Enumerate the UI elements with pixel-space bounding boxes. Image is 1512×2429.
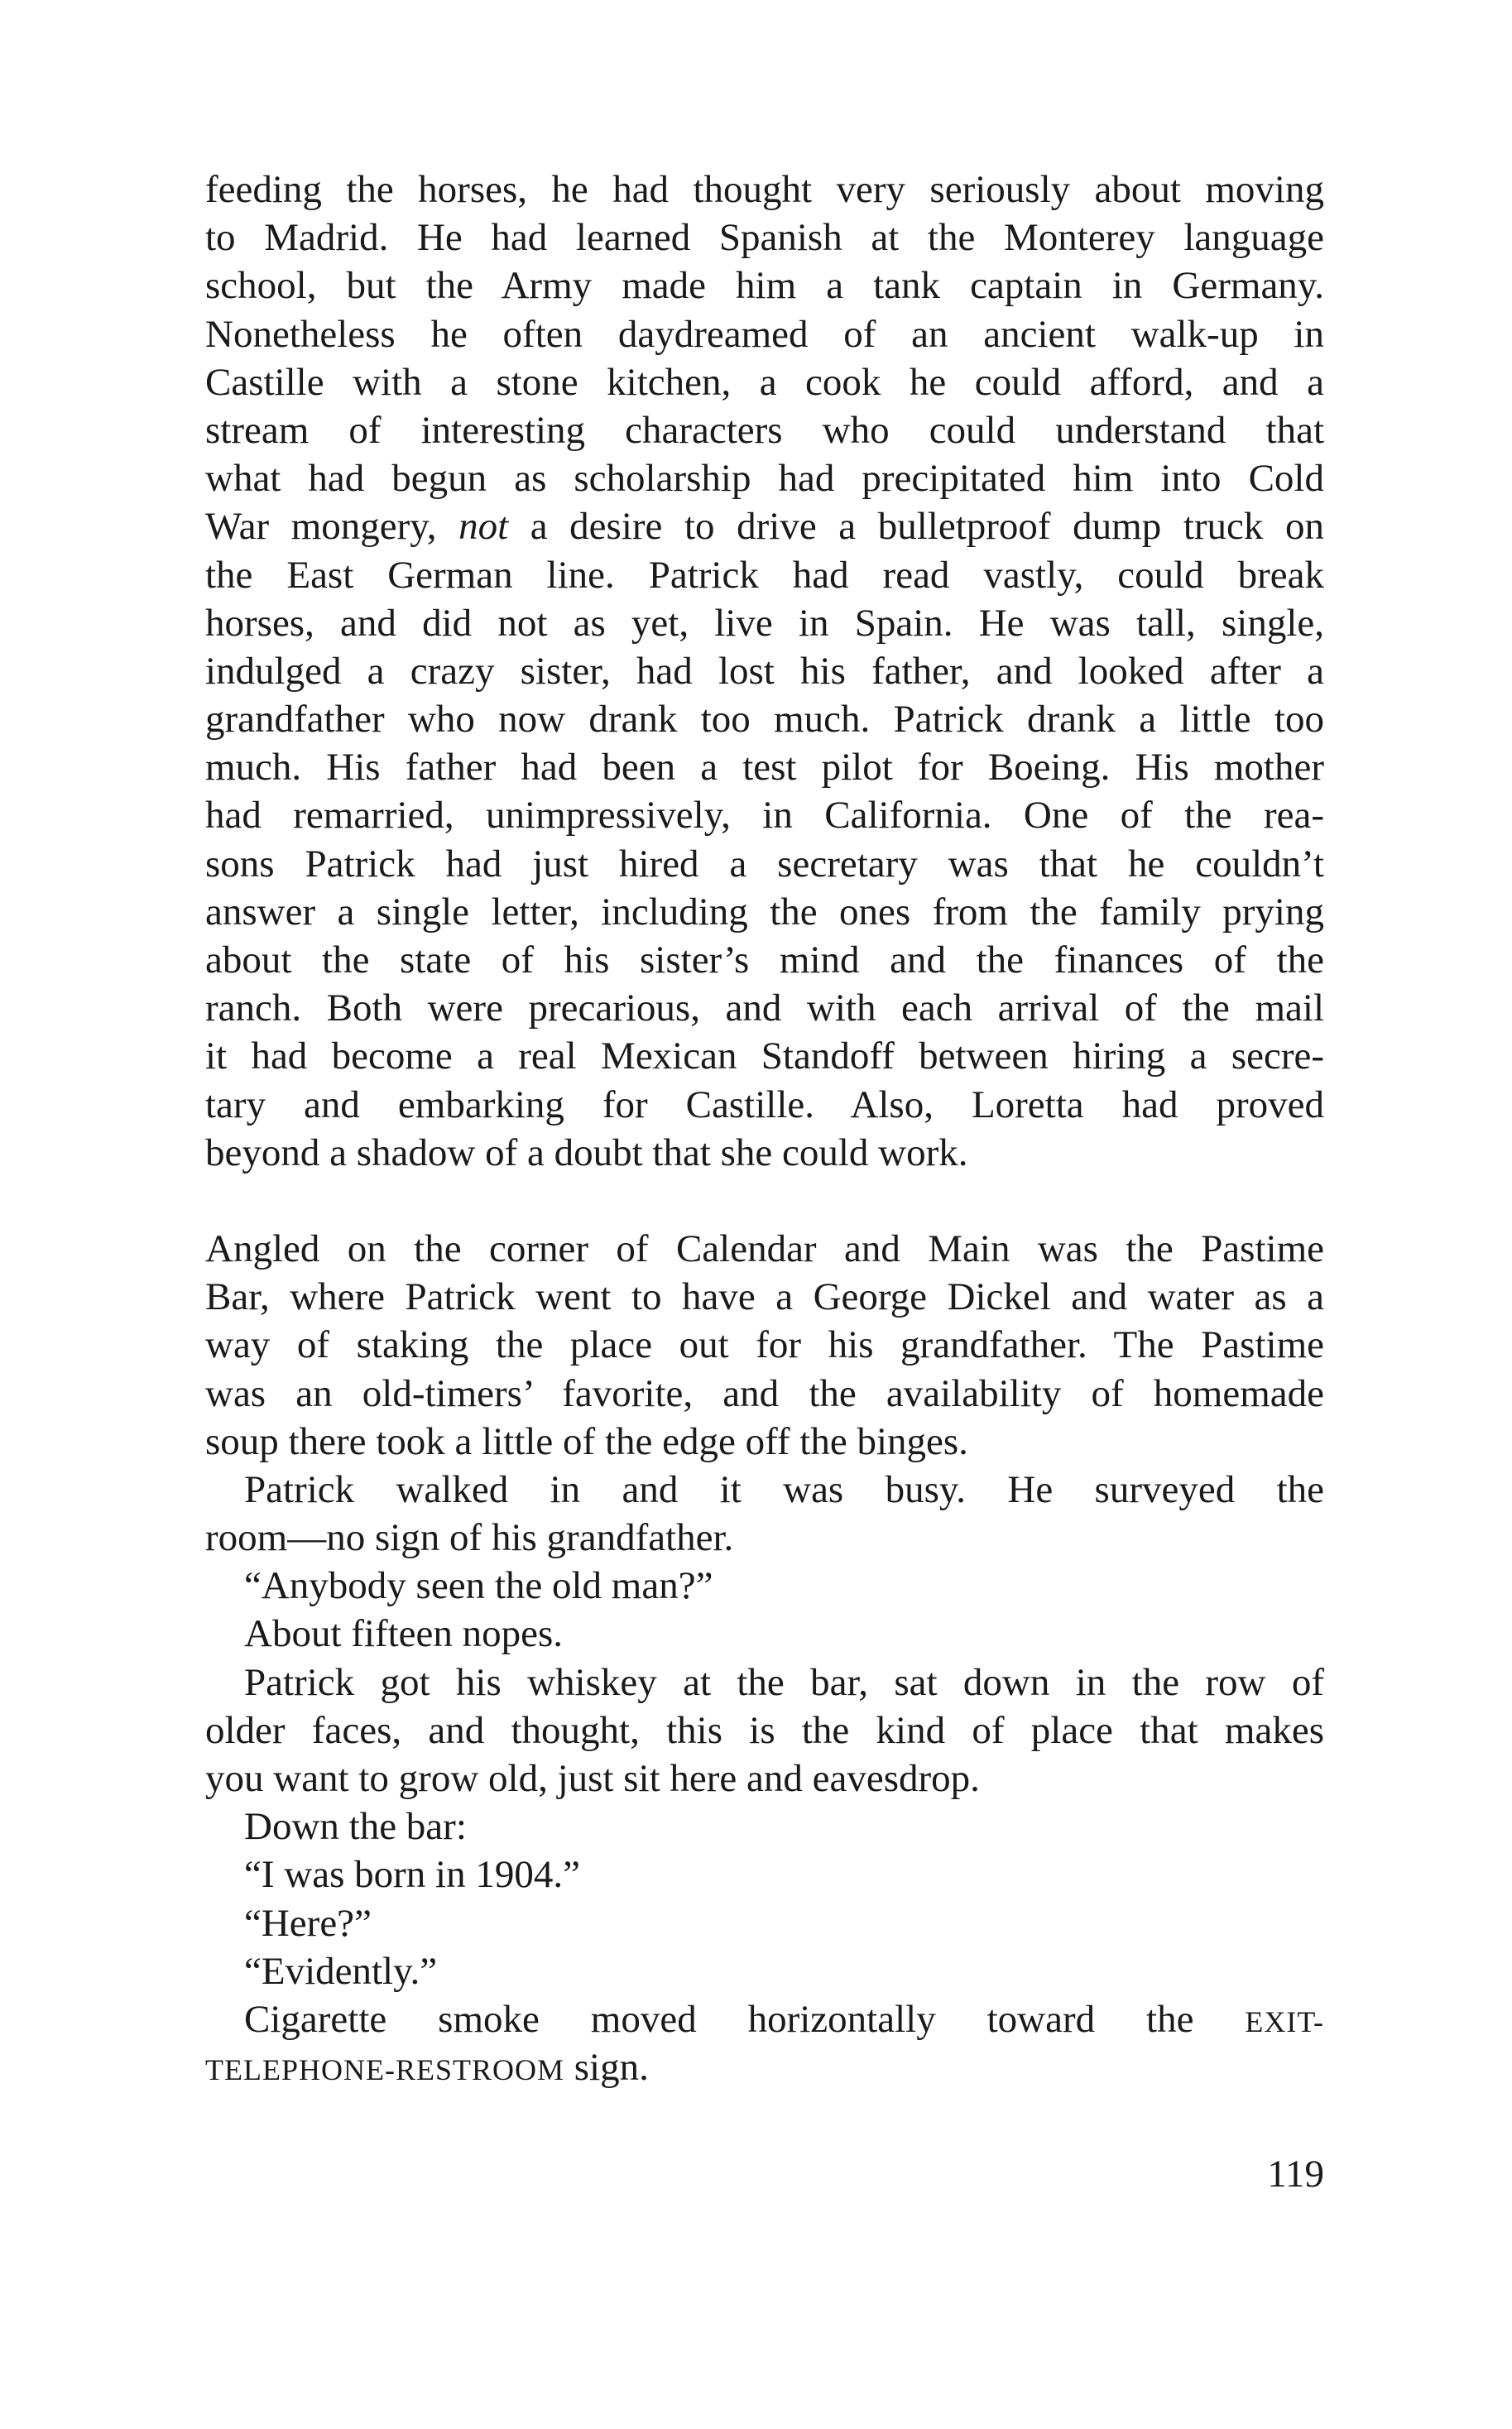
text-line: room—no sign of his grandfather. — [205, 1516, 734, 1560]
text-line: way of staking the place out for his grandfather. The Pastime — [205, 1323, 1324, 1367]
text-line: Down the bar: — [244, 1805, 467, 1849]
dialogue-line: “Anybody seen the old man?” — [244, 1564, 713, 1608]
text-line — [205, 1995, 1324, 2043]
text-line: ranch. Both were precarious, and with each arrival of the mail — [205, 986, 1324, 1030]
text-line: sons Patrick had just hired a secretary was that he couldn’t — [205, 842, 1324, 886]
text-line: was an old-timers’ favorite, and the availability of homemade — [205, 1371, 1324, 1415]
paragraph-1 — [205, 166, 1324, 1177]
text-line: school, but the Army made him a tank captain in Germany. — [205, 264, 1324, 308]
dialogue-line: “Evidently.” — [244, 1949, 438, 1993]
text-run: sign. — [564, 2046, 649, 2090]
text-line — [205, 2043, 1324, 2091]
paragraph-3 — [205, 1466, 1324, 1562]
text-line: older faces, and thought, this is the kind of place that makes — [205, 1708, 1324, 1752]
text-line: Patrick walked in and it was busy. He surveyed the — [244, 1467, 1324, 1511]
text-run: War mongery, — [205, 505, 459, 549]
emphasis-not: not — [458, 505, 509, 549]
small-caps-sign: TELEPHONE-RESTROOM — [205, 2053, 564, 2087]
text-line: to Madrid. He had learned Spanish at the Monterey language — [205, 216, 1324, 260]
text-line: you want to grow old, just sit here and eavesdrop. — [205, 1757, 980, 1800]
text-line: much. His father had been a test pilot for Boeing. His mother — [205, 746, 1324, 790]
text-line: indulged a crazy sister, had lost his father, and looked after a — [205, 649, 1324, 693]
text-line: the East German line. Patrick had read vastly, could break — [205, 553, 1324, 597]
text-line: Castille with a stone kitchen, a cook he could afford, and a — [205, 360, 1324, 404]
text-line: tary and embarking for Castille. Also, Loretta had proved — [205, 1082, 1324, 1126]
text-line: beyond a shadow of a doubt that she could work. — [205, 1130, 968, 1174]
text-line: it had become a real Mexican Standoff between hiring a secre- — [205, 1034, 1324, 1078]
section-break — [205, 1177, 1324, 1225]
text-line: what had begun as scholarship had precipitated him into Cold — [205, 457, 1324, 501]
text-line: stream of interesting characters who could understand that — [205, 408, 1324, 452]
paragraph-2 — [205, 1225, 1324, 1466]
text-line: grandfather who now drank too much. Patrick drank a little too — [205, 698, 1324, 742]
paragraph-4 — [205, 1659, 1324, 1803]
page-number: 119 — [1267, 2153, 1324, 2196]
text-line: Bar, where Patrick went to have a George Dickel and water as a — [205, 1275, 1324, 1319]
dialogue-line: “I was born in 1904.” — [244, 1853, 580, 1897]
text-line: answer a single letter, including the ones from the family prying — [205, 890, 1324, 934]
text-line: About fifteen nopes. — [244, 1612, 564, 1656]
text-line: soup there took a little of the edge off the binges. — [205, 1419, 968, 1463]
text-line: about the state of his sister’s mind and the finances of the — [205, 938, 1324, 982]
paragraph-5 — [205, 1995, 1324, 2091]
text-line: Nonetheless he often daydreamed of an ancient walk-up in — [205, 312, 1324, 356]
text-line: had remarried, unimpressively, in California. One of the rea- — [205, 794, 1324, 838]
small-caps-sign: EXIT- — [1245, 2004, 1324, 2038]
text-line: horses, and did not as yet, live in Spain. He was tall, single, — [205, 601, 1324, 645]
text-line: feeding the horses, he had thought very seriously about moving — [205, 168, 1324, 211]
dialogue-line: “Here?” — [244, 1901, 372, 1945]
text-line: Angled on the corner of Calendar and Main was the Pastime — [205, 1227, 1324, 1270]
text-line — [205, 502, 1324, 550]
text-run: Cigarette smoke moved horizontally toward the — [244, 1997, 1246, 2041]
text-line: Patrick got his whiskey at the bar, sat down in the row of — [244, 1660, 1324, 1704]
text-run: a desire to drive a bulletproof dump truck on — [508, 505, 1324, 549]
book-page-body — [205, 166, 1324, 2091]
